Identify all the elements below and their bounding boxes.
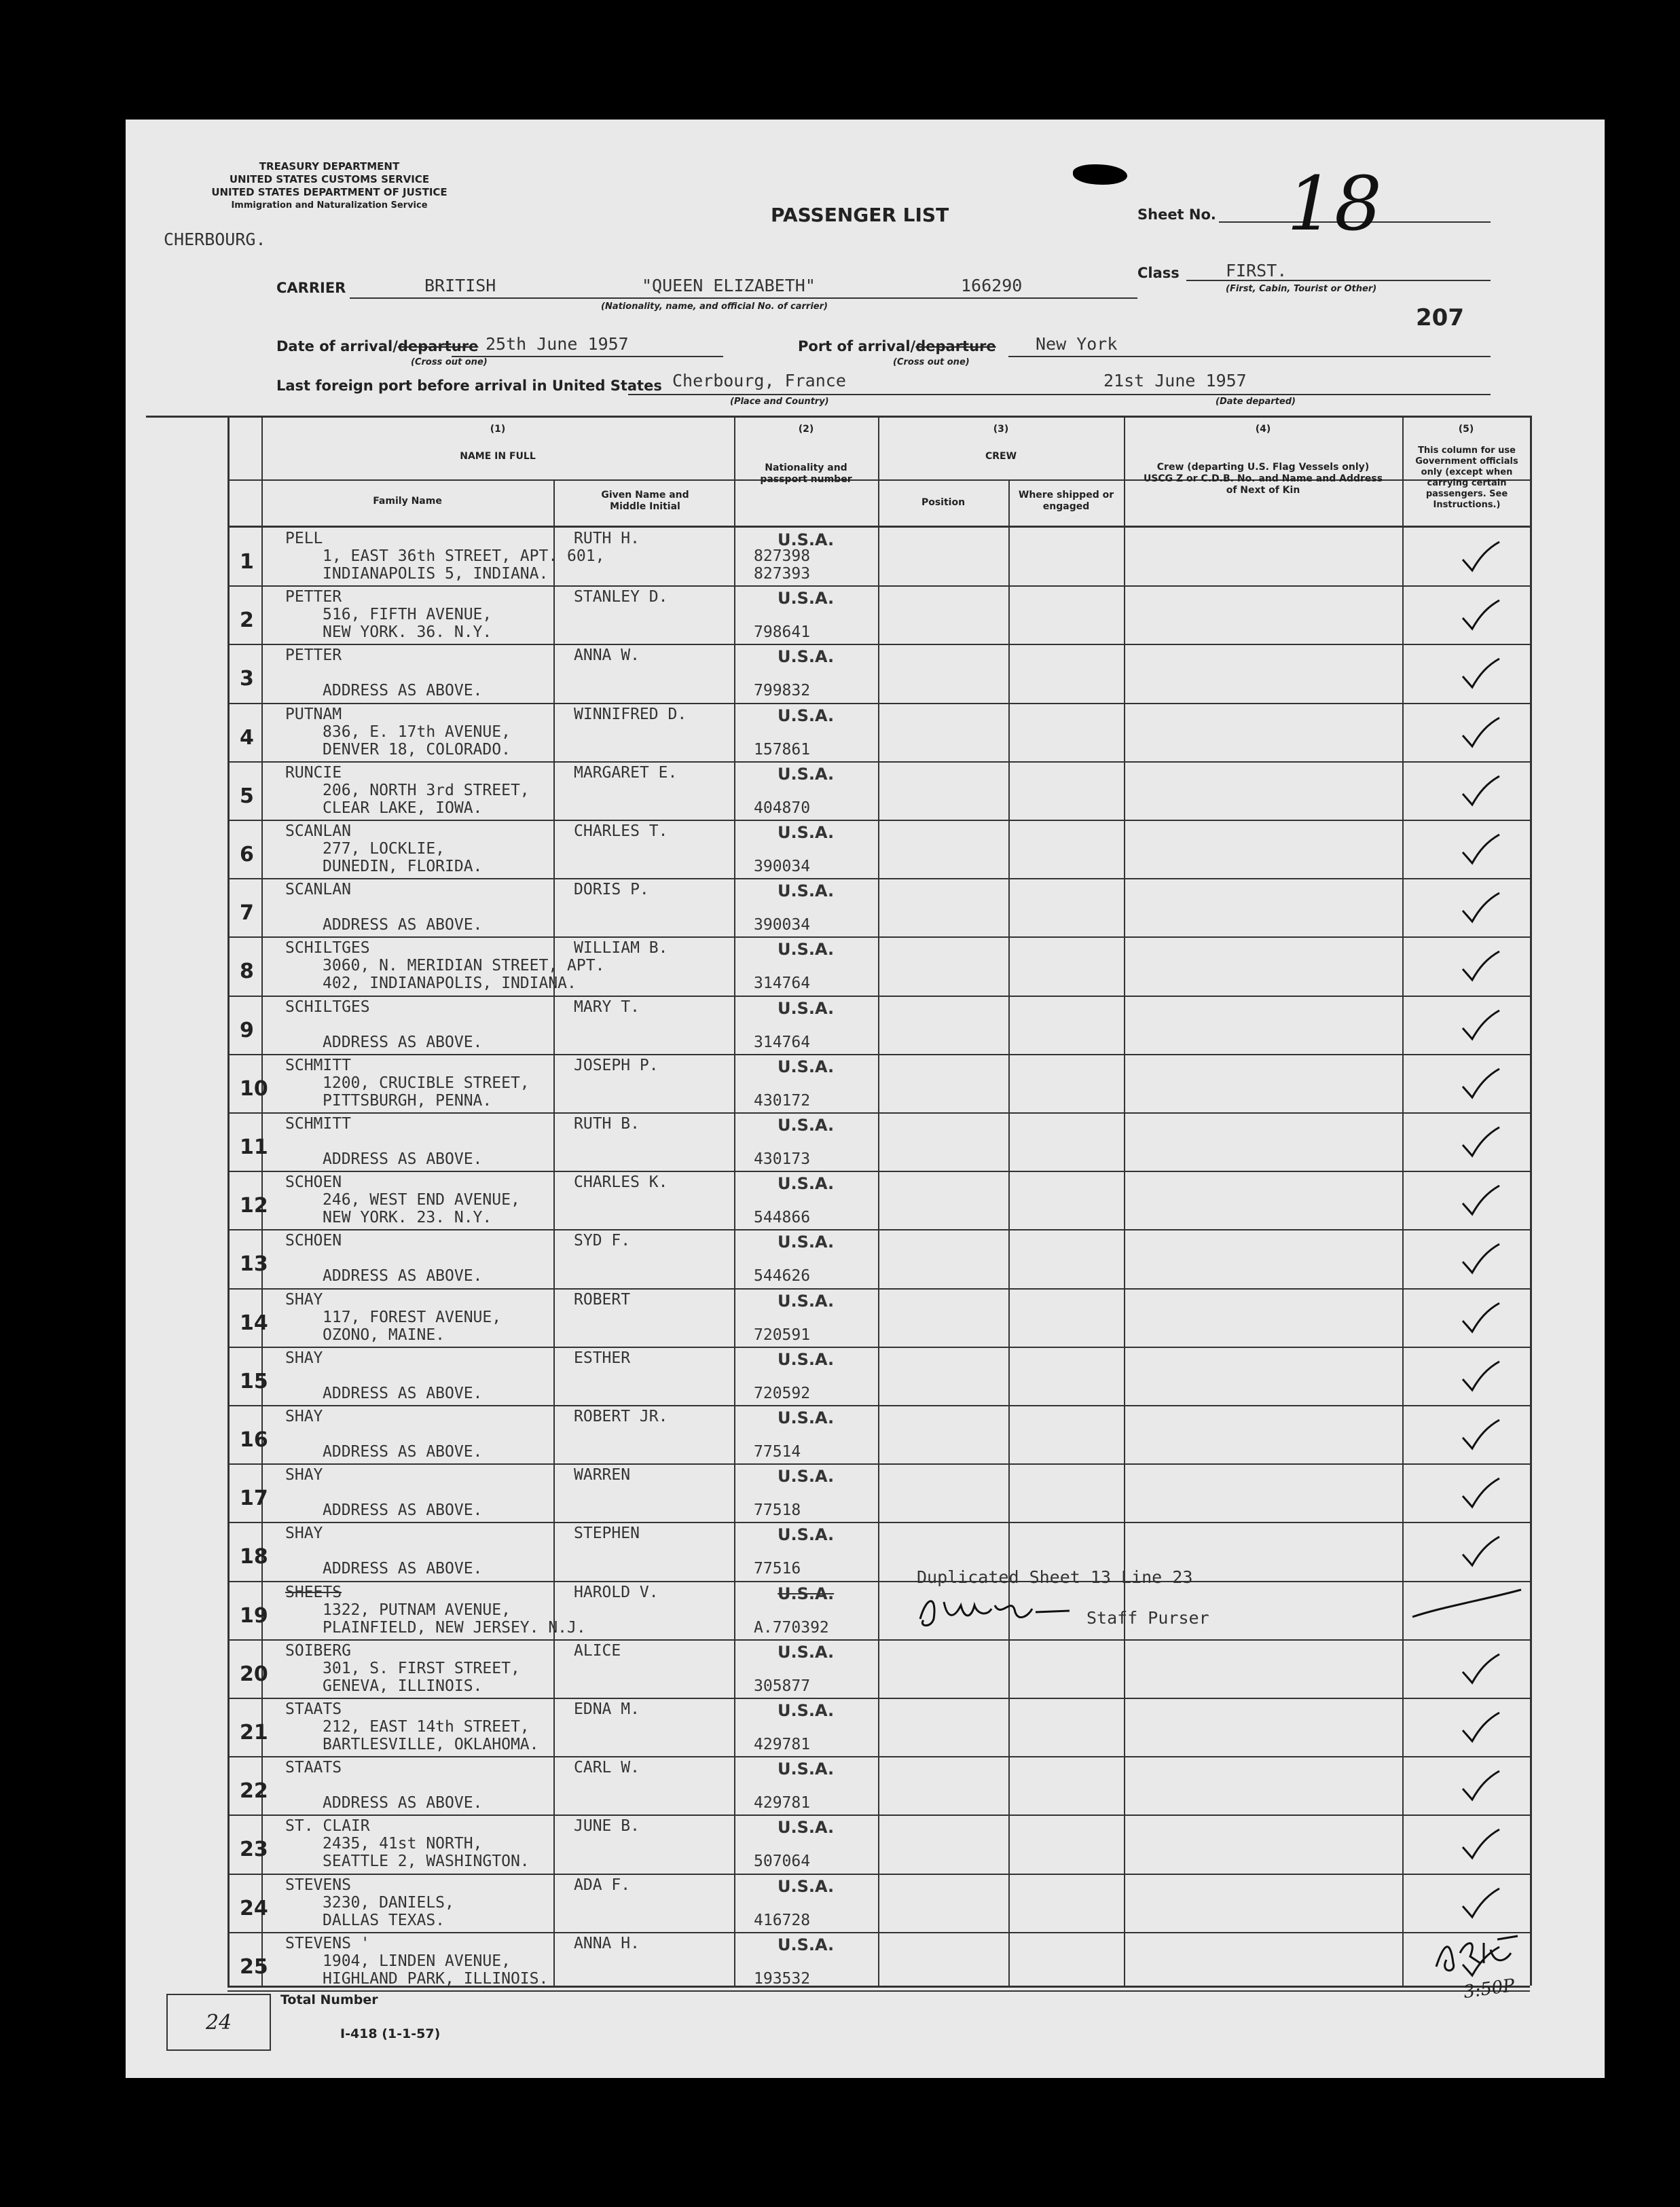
line-number: 24 — [240, 1896, 268, 1920]
passport-number: 507064 — [754, 1853, 811, 1871]
line-number: 9 — [240, 1018, 254, 1042]
line-number: 5 — [240, 784, 254, 808]
check-mark-icon — [1460, 1827, 1501, 1861]
passport-number: 799832 — [754, 682, 811, 700]
address-line-2: ADDRESS AS ABOVE. — [323, 1267, 483, 1285]
nationality: U.S.A. — [778, 1174, 835, 1194]
carrier-official-no: 166290 — [961, 276, 1023, 295]
family-name: STAATS — [285, 1759, 342, 1777]
address-line-2: ADDRESS AS ABOVE. — [323, 916, 483, 934]
line-19-dash-mark — [1409, 1586, 1524, 1620]
passport-number: 77514 — [754, 1443, 801, 1461]
last-port-underline — [628, 394, 1491, 395]
table-row — [126, 1639, 1605, 1698]
given-name: STANLEY D. — [574, 588, 668, 606]
check-mark-icon — [1460, 715, 1501, 749]
line-number: 22 — [240, 1779, 268, 1804]
form-code: I-418 (1-1-57) — [340, 2026, 441, 2041]
address-line-1: 1322, PUTNAM AVENUE, — [323, 1601, 511, 1619]
passport-number: 193532 — [754, 1969, 811, 1988]
date-departed-note: (Date departed) — [1216, 397, 1296, 407]
nationality: U.S.A. — [778, 764, 835, 784]
family-name: SOIBERG — [285, 1641, 351, 1660]
family-name: SHAY — [285, 1466, 323, 1484]
passport-number: 314764 — [754, 974, 811, 993]
nationality: U.S.A. — [778, 1408, 835, 1427]
address-line-2: OZONO, MAINE. — [323, 1326, 445, 1344]
family-name: PETTER — [285, 588, 342, 606]
address-line-1: 301, S. FIRST STREET, — [323, 1659, 520, 1677]
passport-number: 404870 — [754, 799, 811, 817]
address-line-2: ADDRESS AS ABOVE. — [323, 1033, 483, 1051]
nationality-header: Nationality and passport number — [760, 462, 852, 485]
nationality: U.S.A. — [778, 998, 835, 1018]
table-row — [126, 1698, 1605, 1756]
passport-number: 390034 — [754, 858, 811, 875]
passport-number: 390034 — [754, 916, 811, 934]
check-mark-icon — [1460, 1300, 1501, 1334]
page-title: PASSENGER LIST — [771, 204, 949, 226]
table-row — [126, 878, 1605, 936]
address-line-2: GENEVA, ILLINOIS. — [323, 1677, 483, 1695]
nationality: U.S.A. — [778, 1291, 835, 1311]
address-line-2: INDIANAPOLIS 5, INDIANA. — [323, 565, 549, 583]
address-line-2: ADDRESS AS ABOVE. — [323, 1560, 483, 1578]
address-line-2: BARTLESVILLE, OKLAHOMA. — [323, 1736, 539, 1753]
agency-block — [160, 160, 499, 212]
line-number: 10 — [240, 1076, 268, 1101]
family-name: SHAY — [285, 1525, 323, 1543]
address-line-2: HIGHLAND PARK, ILLINOIS. — [323, 1969, 549, 1988]
table-row — [126, 1288, 1605, 1347]
address-line-2: ADDRESS AS ABOVE. — [323, 1794, 483, 1812]
check-mark-icon — [1460, 1768, 1501, 1802]
check-mark-icon — [1460, 1241, 1501, 1275]
passport-number: 157861 — [754, 740, 811, 759]
table-row — [126, 527, 1605, 585]
address-line-2: ADDRESS AS ABOVE. — [323, 1150, 483, 1168]
position-header: Position — [921, 497, 966, 508]
table-row — [126, 1814, 1605, 1873]
address-line-2: ADDRESS AS ABOVE. — [323, 1384, 483, 1402]
given-name: WILLIAM B. — [574, 939, 668, 957]
check-mark-icon — [1460, 949, 1501, 983]
table-row — [126, 703, 1605, 761]
given-name: MARY T. — [574, 998, 640, 1016]
col4-number: (4) — [1255, 424, 1271, 435]
passport-number: 430173 — [754, 1150, 811, 1168]
nationality: U.S.A. — [778, 1818, 835, 1838]
line-number: 20 — [240, 1662, 268, 1686]
address-line-1: 1, EAST 36th STREET, APT. 601, — [323, 547, 605, 565]
class-label: Class — [1137, 265, 1180, 281]
table-row — [126, 1347, 1605, 1405]
address-line-1: 2435, 41st NORTH, — [323, 1835, 483, 1853]
port-of-arrival-value: New York — [1036, 334, 1118, 354]
given-name: ANNA H. — [574, 1934, 640, 1952]
given-name: RUTH H. — [574, 530, 640, 547]
date-underline — [452, 356, 723, 357]
passport-number: 77518 — [754, 1501, 801, 1520]
check-mark-icon — [1460, 1066, 1501, 1100]
check-mark-icon — [1460, 1183, 1501, 1217]
agency-line: UNITED STATES DEPARTMENT OF JUSTICE — [211, 186, 448, 198]
line-number: 12 — [240, 1194, 268, 1218]
family-name: SCHILTGES — [285, 939, 370, 957]
nationality: U.S.A. — [778, 1525, 835, 1545]
family-name: SHAY — [285, 1408, 323, 1425]
col3-number: (3) — [993, 424, 1009, 435]
line-number: 15 — [240, 1369, 268, 1393]
address-line-2: ADDRESS AS ABOVE. — [323, 1443, 483, 1461]
address-line-2: 402, INDIANAPOLIS, INDIANA. — [323, 974, 577, 993]
line-number: 21 — [240, 1721, 268, 1745]
address-line-1: 3060, N. MERIDIAN STREET, APT. — [323, 957, 605, 975]
check-mark-icon — [1460, 890, 1501, 924]
address-line-2: SEATTLE 2, WASHINGTON. — [323, 1853, 530, 1871]
check-mark-icon — [1460, 1417, 1501, 1451]
table-row — [126, 644, 1605, 702]
table-row — [126, 1463, 1605, 1522]
port-of-arrival-label: Port of arrival/departure — [798, 338, 996, 354]
family-name-header: Family Name — [373, 496, 442, 507]
address-line-2: PITTSBURGH, PENNA. — [323, 1091, 492, 1110]
line-number: 1 — [240, 550, 254, 574]
line-number: 3 — [240, 667, 254, 691]
family-name: SCANLAN — [285, 822, 351, 840]
total-number-value: 24 — [206, 2011, 232, 2035]
total-number-label: Total Number — [280, 1992, 378, 2007]
nationality: U.S.A. — [778, 1233, 835, 1252]
table-row — [126, 1112, 1605, 1171]
given-name: ROBERT — [574, 1290, 631, 1309]
row-separator — [227, 1990, 1530, 1992]
carrier-underline — [350, 297, 1137, 299]
passport-number: 544866 — [754, 1209, 811, 1227]
check-mark-icon — [1460, 1534, 1501, 1568]
nationality: U.S.A. — [778, 706, 835, 725]
address-line-2: ADDRESS AS ABOVE. — [323, 1501, 483, 1520]
table-row — [126, 761, 1605, 820]
check-mark-icon — [1460, 1008, 1501, 1042]
family-name: SCANLAN — [285, 881, 351, 899]
given-name: HAROLD V. — [574, 1583, 659, 1601]
line-number: 13 — [240, 1252, 268, 1277]
check-mark-icon — [1460, 1359, 1501, 1393]
nationality: U.S.A. — [778, 1701, 835, 1720]
given-name: CHARLES T. — [574, 822, 668, 840]
nationality: U.S.A. — [778, 530, 835, 549]
family-name: SCHOEN — [285, 1232, 342, 1250]
family-name: STEVENS ' — [285, 1934, 370, 1952]
passport-number: 305877 — [754, 1677, 811, 1695]
family-name: SHAY — [285, 1349, 323, 1367]
table-row — [126, 1874, 1605, 1932]
table-row — [126, 1171, 1605, 1229]
redaction-mark — [1073, 164, 1127, 185]
passport-number: 544626 — [754, 1267, 811, 1285]
line-number: 23 — [240, 1838, 268, 1862]
address-line-1: 1904, LINDEN AVENUE, — [323, 1952, 511, 1970]
line-number: 19 — [240, 1603, 268, 1628]
crew-departing-header: Crew (departing U.S. Flag Vessels only) USCG Z or C.D.B. No. and Name and Address of Next of Kin — [1143, 462, 1383, 496]
passport-number: 429781 — [754, 1736, 811, 1753]
class-note: (First, Cabin, Tourist or Other) — [1226, 284, 1377, 294]
port-cross-note: (Cross out one) — [893, 357, 970, 367]
nationality: U.S.A. — [778, 823, 835, 842]
address-line-2: DENVER 18, COLORADO. — [323, 740, 511, 759]
check-mark-icon — [1460, 539, 1501, 573]
line-number: 18 — [240, 1545, 268, 1569]
table-row — [126, 1581, 1605, 1639]
given-name: RUTH B. — [574, 1115, 640, 1133]
given-name: MARGARET E. — [574, 763, 678, 782]
address-line-1: 117, FOREST AVENUE, — [323, 1308, 502, 1326]
date-of-arrival-value: 25th June 1957 — [486, 334, 629, 354]
family-name: SCHILTGES — [285, 998, 370, 1016]
line-number: 4 — [240, 725, 254, 750]
government-use-header: This column for use Government officials only (except when carrying certain passengers. See Instructions.) — [1415, 445, 1518, 510]
check-mark-icon — [1460, 656, 1501, 690]
table-row — [126, 1405, 1605, 1463]
table-row — [126, 820, 1605, 878]
given-name: EDNA M. — [574, 1700, 640, 1718]
check-mark-icon — [1460, 1476, 1501, 1510]
address-line-1: 516, FIFTH AVENUE, — [323, 606, 492, 624]
address-line-2: PLAINFIELD, NEW JERSEY. N.J. — [323, 1618, 586, 1637]
nationality: U.S.A. — [778, 1467, 835, 1486]
agency-line: UNITED STATES CUSTOMS SERVICE — [229, 173, 430, 185]
given-name: STEPHEN — [574, 1525, 640, 1543]
carrier-nationality: BRITISH — [424, 276, 496, 295]
family-name: STEVENS — [285, 1876, 351, 1894]
given-name: WINNIFRED D. — [574, 705, 687, 723]
check-mark-icon — [1460, 1652, 1501, 1685]
address-line-1: 206, NORTH 3rd STREET, — [323, 781, 530, 799]
given-name: ROBERT JR. — [574, 1408, 668, 1425]
passport-number: 720592 — [754, 1384, 811, 1402]
family-name: PELL — [285, 530, 323, 547]
passport-number: A.770392 — [754, 1618, 829, 1637]
address-line-2: NEW YORK. 36. N.Y. — [323, 623, 492, 642]
table-row — [126, 1054, 1605, 1112]
check-mark-icon — [1460, 832, 1501, 866]
family-name: PUTNAM — [285, 705, 342, 723]
table-top-rule — [146, 416, 1530, 418]
given-name: CARL W. — [574, 1759, 640, 1777]
passport-number: 827393 — [754, 565, 811, 583]
nationality: U.S.A. — [778, 589, 835, 608]
table-row — [126, 996, 1605, 1054]
address-line-1: 277, LOCKLIE, — [323, 840, 445, 858]
family-name: PETTER — [285, 646, 342, 665]
date-cross-note: (Cross out one) — [411, 357, 488, 367]
address-line-1: 836, E. 17th AVENUE, — [323, 723, 511, 741]
carrier-name: "QUEEN ELIZABETH" — [642, 276, 816, 295]
table-row — [126, 936, 1605, 995]
family-name: SHAY — [285, 1290, 323, 1309]
official-initials — [1429, 1933, 1524, 1980]
table-row — [126, 1229, 1605, 1288]
line-number: 16 — [240, 1428, 268, 1452]
purser-signature — [913, 1592, 1076, 1633]
col2-number: (2) — [798, 424, 814, 435]
passport-number: 720591 — [754, 1326, 811, 1344]
given-name: JOSEPH P. — [574, 1056, 659, 1074]
nationality: U.S.A. — [778, 1116, 835, 1135]
form-number: 207 — [1416, 304, 1464, 331]
given-name-header: Given Name and Middle Initial — [601, 490, 689, 512]
given-name: DORIS P. — [574, 881, 649, 899]
staff-purser-label: Staff Purser — [1086, 1608, 1209, 1628]
class-value: FIRST. — [1226, 261, 1288, 280]
agency-line: Immigration and Naturalization Service — [231, 200, 428, 211]
given-name: JUNE B. — [574, 1817, 640, 1836]
nationality: U.S.A. — [778, 1349, 835, 1369]
col5-number: (5) — [1458, 424, 1474, 435]
last-port-label: Last foreign port before arrival in United States — [276, 378, 662, 394]
passport-number: 798641 — [754, 623, 811, 642]
last-port-value: Cherbourg, France — [672, 371, 846, 390]
time-note: 3:50P — [1462, 1975, 1516, 2003]
family-name: SHEETS — [285, 1583, 342, 1601]
family-name: SCHMITT — [285, 1115, 351, 1133]
passport-number: 314764 — [754, 1033, 811, 1051]
nationality: U.S.A. — [778, 647, 835, 667]
family-name: RUNCIE — [285, 763, 342, 782]
nationality: U.S.A. — [778, 1876, 835, 1896]
col1-title: NAME IN FULL — [460, 451, 536, 462]
address-line-1: 212, EAST 14th STREET, — [323, 1718, 530, 1736]
given-name: ANNA W. — [574, 646, 640, 665]
passport-number: 430172 — [754, 1091, 811, 1110]
date-departed-value: 21st June 1957 — [1103, 371, 1247, 390]
check-mark-icon — [1460, 773, 1501, 807]
check-mark-icon — [1460, 1886, 1501, 1920]
family-name: SCHMITT — [285, 1056, 351, 1074]
nationality: U.S.A. — [778, 1584, 835, 1603]
line-number: 11 — [240, 1135, 268, 1159]
col1-number: (1) — [490, 424, 506, 435]
line-number: 25 — [240, 1954, 268, 1979]
given-name: ADA F. — [574, 1876, 631, 1894]
sheet-number-handwritten: 18 — [1287, 160, 1382, 247]
address-line-2: DALLAS TEXAS. — [323, 1911, 445, 1929]
nationality: U.S.A. — [778, 881, 835, 901]
nationality: U.S.A. — [778, 1935, 835, 1954]
address-line-2: NEW YORK. 23. N.Y. — [323, 1209, 492, 1227]
passenger-list-sheet — [126, 120, 1605, 2078]
last-port-note: (Place and Country) — [730, 397, 829, 407]
given-name: ESTHER — [574, 1349, 631, 1367]
port-underline — [1008, 356, 1491, 357]
table-row — [126, 1932, 1605, 1990]
carrier-label: CARRIER — [276, 280, 346, 296]
family-name: STAATS — [285, 1700, 342, 1718]
sheet-no-label: Sheet No. — [1137, 206, 1216, 223]
line-number: 8 — [240, 960, 254, 984]
given-name: CHARLES K. — [574, 1173, 668, 1192]
port-stamp: CHERBOURG. — [164, 230, 266, 249]
line-number: 17 — [240, 1486, 268, 1511]
line-number: 14 — [240, 1311, 268, 1335]
line-number: 2 — [240, 608, 254, 633]
family-name: ST. CLAIR — [285, 1817, 370, 1836]
carrier-note: (Nationality, name, and official No. of carrier) — [601, 302, 828, 312]
passport-number: 77516 — [754, 1560, 801, 1578]
address-line-1: 1200, CRUCIBLE STREET, — [323, 1074, 530, 1092]
address-line-1: 246, WEST END AVENUE, — [323, 1191, 520, 1209]
passport-number: 416728 — [754, 1911, 811, 1929]
given-name: SYD F. — [574, 1232, 631, 1250]
address-line-2: ADDRESS AS ABOVE. — [323, 682, 483, 700]
nationality: U.S.A. — [778, 1057, 835, 1076]
passport-number-alt: 827398 — [754, 547, 811, 565]
address-line-2: CLEAR LAKE, IOWA. — [323, 799, 483, 817]
given-name: WARREN — [574, 1466, 631, 1484]
nationality: U.S.A. — [778, 1759, 835, 1779]
passport-number: 429781 — [754, 1794, 811, 1812]
check-mark-icon — [1460, 598, 1501, 632]
where-shipped-header: Where shipped or engaged — [1018, 490, 1114, 512]
given-name: ALICE — [574, 1641, 621, 1660]
address-line-1: 3230, DANIELS, — [323, 1893, 454, 1912]
address-line-2: DUNEDIN, FLORIDA. — [323, 858, 483, 875]
table-row — [126, 585, 1605, 644]
line-number: 6 — [240, 843, 254, 867]
check-mark-icon — [1460, 1125, 1501, 1159]
nationality: U.S.A. — [778, 940, 835, 960]
nationality: U.S.A. — [778, 1642, 835, 1662]
crew-header: CREW — [985, 451, 1017, 462]
agency-line: TREASURY DEPARTMENT — [259, 160, 400, 172]
line-number: 7 — [240, 901, 254, 926]
family-name: SCHOEN — [285, 1173, 342, 1192]
table-row — [126, 1522, 1605, 1580]
check-mark-icon — [1460, 1710, 1501, 1744]
duplicated-sheet-note: Duplicated Sheet 13 Line 23 — [917, 1567, 1193, 1587]
date-of-arrival-label: Date of arrival/departure — [276, 338, 479, 354]
table-row — [126, 1756, 1605, 1814]
